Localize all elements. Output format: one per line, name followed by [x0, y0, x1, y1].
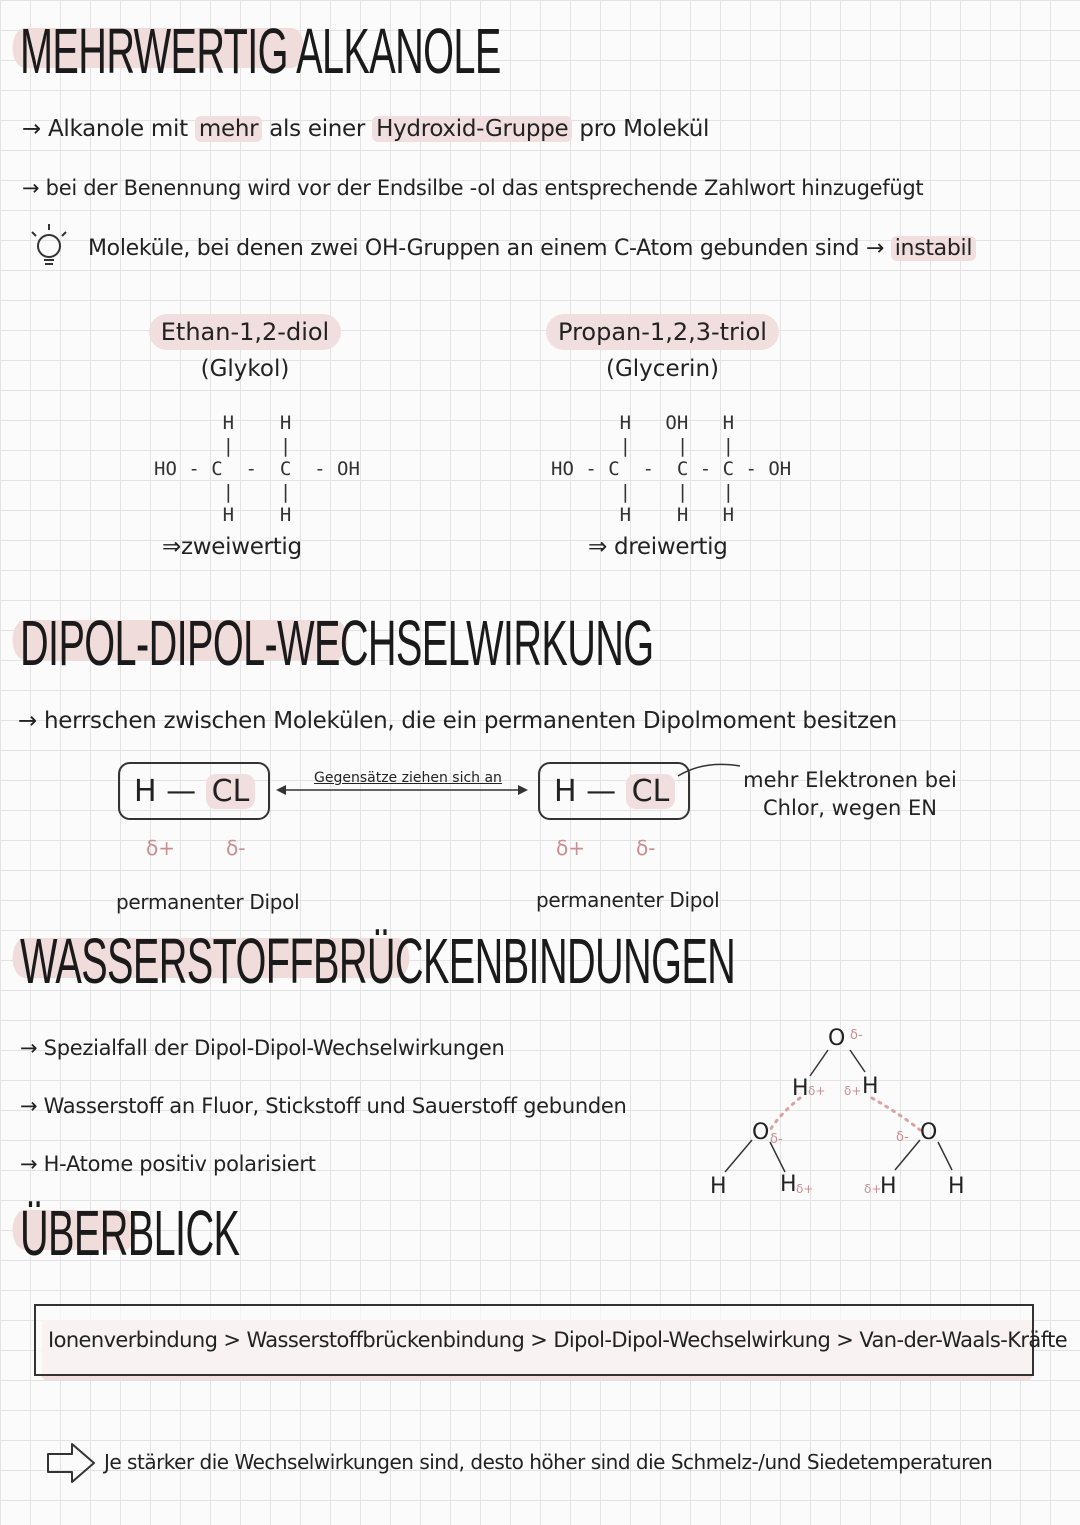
arrow-right-icon: [46, 1440, 98, 1490]
water-top-o: O: [828, 1026, 846, 1051]
lightbulb-icon: [24, 220, 74, 274]
ethan-note: ⇒zweiwertig: [162, 534, 302, 560]
water-right-h1-delta: δ+: [864, 1182, 882, 1196]
hbond-bullet-2: → Wasserstoff an Fluor, Stickstoff und Sauerstoff gebunden: [20, 1094, 627, 1118]
bullet-alkanole-definition: → Alkanole mit mehr als einer Hydroxid-Gruppe pro Molekül: [22, 116, 710, 142]
propan-name: Propan-1,2,3-triol: [546, 314, 779, 350]
ethan-common-name: (Glykol): [200, 356, 290, 382]
ethan-name: Ethan-1,2-diol: [149, 314, 341, 350]
caption-left: permanenter Dipol: [116, 890, 300, 914]
note-instabil: Moleküle, bei denen zwei OH-Gruppen an einem C-Atom gebunden sind → instabil: [88, 236, 976, 261]
caption-right: permanenter Dipol: [536, 888, 720, 912]
bullet-benennung: → bei der Benennung wird vor der Endsilbe -ol das entsprechende Zahlwort hinzugefügt: [22, 176, 924, 200]
water-right-h2: H: [948, 1174, 965, 1199]
delta-minus-right: δ-: [636, 836, 656, 860]
dipol-description: → herrschen zwischen Molekülen, die ein permanenten Dipolmoment besitzen: [18, 708, 897, 734]
hbond-bullet-3: → H-Atome positiv polarisiert: [20, 1152, 316, 1176]
propan-triol-block: [520, 318, 805, 382]
heading-dipol-dipol: DIPOL-DIPOL-WECHSELWIRKUNG: [20, 606, 654, 680]
delta-minus-left: δ-: [226, 836, 246, 860]
heading-ueberblick: ÜBERBLICK: [20, 1196, 239, 1270]
arrow-label: Gegensätze ziehen sich an: [314, 770, 502, 786]
water-left-h2: H: [780, 1172, 797, 1197]
overview-box: [34, 1304, 1068, 1376]
propan-note: ⇒ dreiwertig: [588, 534, 728, 560]
ethan-structural-formula: H H | | HO - C - C - OH | | H H: [154, 412, 360, 526]
water-right-h1: H: [880, 1174, 897, 1199]
water-right-o-delta: δ-: [896, 1130, 909, 1145]
conclusion-text: Je stärker die Wechselwirkungen sind, desto höher sind die Schmelz-/und Siedetemperaturen: [104, 1450, 993, 1474]
water-left-o: O: [752, 1120, 770, 1145]
heading-mehrwertig-alkanole: MEHRWERTIG ALKANOLE: [20, 14, 501, 88]
water-top-h-left-delta: δ+: [808, 1084, 826, 1098]
hcl-molecule-left: H — CL: [118, 762, 270, 820]
water-top-h-right-delta: δ+: [844, 1084, 862, 1098]
electronegativity-note: mehr Elektronen bei Chlor, wegen EN: [743, 768, 957, 820]
delta-plus-left: δ+: [146, 836, 175, 860]
water-top-h-right: H: [862, 1074, 879, 1099]
heading-wasserstoffbrueckenbindungen: WASSERSTOFFBRÜCKENBINDUNGEN: [20, 924, 735, 998]
water-top-o-delta: δ-: [850, 1028, 863, 1043]
water-left-h2-delta: δ+: [796, 1182, 814, 1196]
ethan-diol-block: [140, 318, 350, 382]
water-right-o: O: [920, 1120, 938, 1145]
water-top-h-left: H: [792, 1076, 809, 1101]
en-pointer-line: [674, 760, 744, 784]
propan-structural-formula: H OH H | | | HO - C - C - C - OH | | | H H H: [551, 412, 792, 526]
water-hbond-diagram: [700, 1022, 980, 1202]
hbond-bullet-1: → Spezialfall der Dipol-Dipol-Wechselwirkungen: [20, 1036, 505, 1060]
water-left-o-delta: δ-: [770, 1132, 783, 1147]
propan-common-name: (Glycerin): [606, 356, 719, 382]
delta-plus-right: δ+: [556, 836, 585, 860]
water-left-h1: H: [710, 1174, 727, 1199]
hcl-molecule-right: H — CL: [538, 762, 690, 820]
overview-text: Ionenverbindung > Wasserstoffbrückenbindung > Dipol-Dipol-Wechselwirkung > Van-der-Waals-Kräfte: [48, 1328, 1068, 1352]
